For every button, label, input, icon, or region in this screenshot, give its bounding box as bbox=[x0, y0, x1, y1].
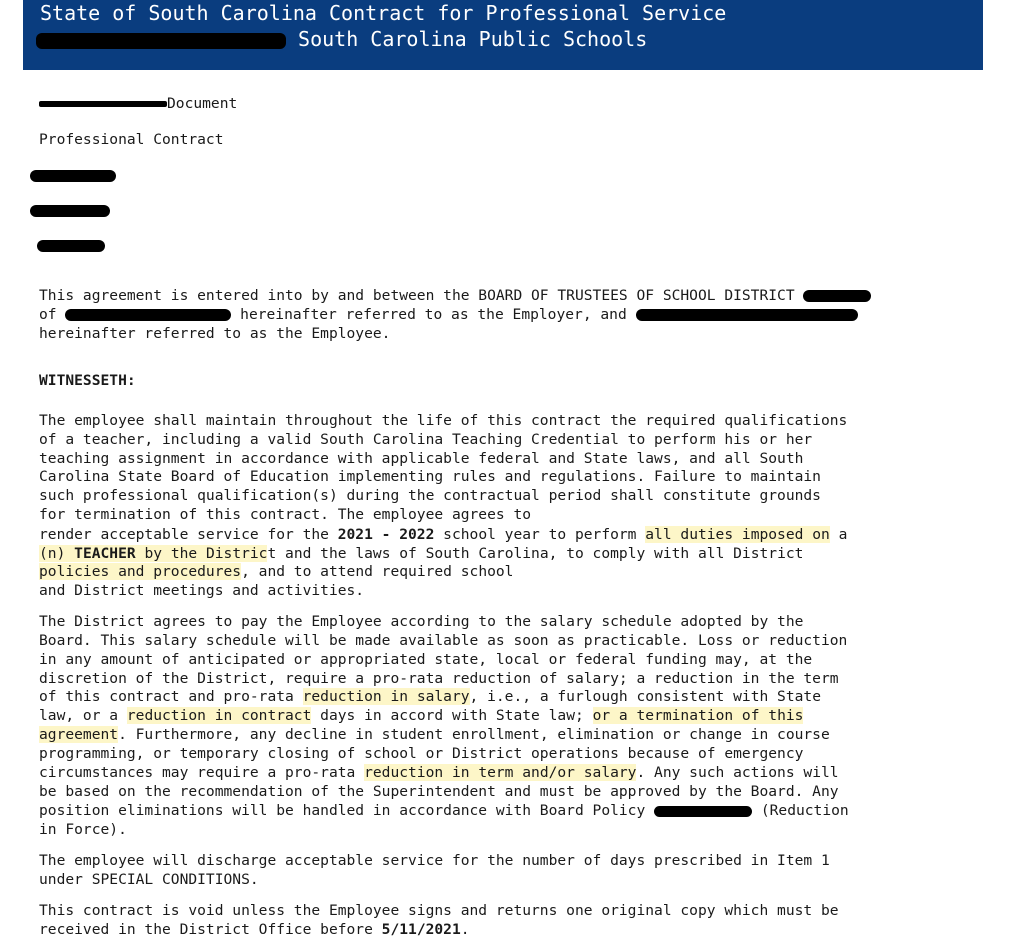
para2-line-6: law, or a reduction in contract days in accord with State law; or a termination of this bbox=[39, 707, 804, 724]
para1-line-5: such professional qualification(s) during the contractual period shall constitute grounds bbox=[39, 487, 821, 504]
para2-line-3: in any amount of anticipated or appropriated state, local or federal funding may, at the bbox=[39, 651, 813, 668]
witnesseth-heading: WITNESSETH: bbox=[39, 372, 136, 389]
para1-line-4: Carolina State Board of Education implementing rules and regulations. Failure to maintain bbox=[39, 468, 821, 485]
para2-line-7: agreement. Furthermore, any decline in student enrollment, elimination or change in course bbox=[39, 726, 830, 743]
redaction bbox=[39, 101, 167, 107]
para4-line-1: This contract is void unless the Employee signs and returns one original copy which must be bbox=[39, 902, 839, 919]
contract-type: Professional Contract bbox=[39, 131, 224, 148]
para2-line-9: circumstances may require a pro-rata reduction in term and/or salary. Any such actions will bbox=[39, 764, 839, 781]
para1-line-7: render acceptable service for the 2021 - 2022 school year to perform all duties imposed on a bbox=[39, 526, 848, 543]
intro-line-3: hereinafter referred to as the Employee. bbox=[39, 325, 391, 342]
para3-line-1: The employee will discharge acceptable service for the number of days prescribed in Item 1 bbox=[39, 852, 830, 869]
document-label: Document bbox=[39, 95, 237, 114]
position-title: TEACHER bbox=[74, 545, 136, 562]
redaction bbox=[65, 309, 231, 321]
intro-line-1: This agreement is entered into by and between the BOARD OF TRUSTEES OF SCHOOL DISTRICT bbox=[39, 287, 871, 306]
redaction bbox=[37, 240, 105, 252]
banner-title: State of South Carolina Contract for Professional Service bbox=[40, 1, 727, 25]
redaction bbox=[803, 290, 871, 302]
para1-line-6: for termination of this contract. The employee agrees to bbox=[39, 506, 532, 523]
school-year: 2021 - 2022 bbox=[337, 526, 435, 543]
para1-line-9: policies and procedures, and to attend required school bbox=[39, 563, 514, 580]
para1-line-1: The employee shall maintain throughout the life of this contract the required qualifications bbox=[39, 412, 848, 429]
para3-line-2: under SPECIAL CONDITIONS. bbox=[39, 871, 259, 888]
para4-line-2: received in the District Office before 5/11/2021. bbox=[39, 921, 470, 938]
para1-line-2: of a teacher, including a valid South Carolina Teaching Credential to perform his or her bbox=[39, 431, 813, 448]
banner-subtitle: South Carolina Public Schools bbox=[40, 26, 647, 52]
para2-line-8: programming, or temporary closing of school or District operations because of emergency bbox=[39, 745, 804, 762]
para2-line-5: of this contract and pro-rata reduction in salary, i.e., a furlough consistent with State bbox=[39, 688, 821, 705]
deadline-date: 5/11/2021 bbox=[381, 921, 461, 938]
redaction bbox=[636, 309, 858, 321]
para2-line-1: The District agrees to pay the Employee according to the salary schedule adopted by the bbox=[39, 613, 804, 630]
header-banner bbox=[23, 0, 983, 70]
para2-line-4: discretion of the District, require a pro-rata reduction of salary; a reduction in the term bbox=[39, 670, 839, 687]
para2-line-11: position eliminations will be handled in accordance with Board Policy (Reduction bbox=[39, 802, 849, 819]
redaction bbox=[30, 205, 110, 217]
para2-line-10: be based on the recommendation of the Superintendent and must be approved by the Board. Any bbox=[39, 783, 839, 800]
redaction bbox=[30, 170, 116, 182]
para2-line-12: in Force). bbox=[39, 821, 127, 838]
para1-line-10: and District meetings and activities. bbox=[39, 582, 365, 599]
para1-line-3: teaching assignment in accordance with applicable federal and State laws, and all South bbox=[39, 450, 804, 467]
redaction bbox=[654, 806, 752, 817]
intro-line-2: of hereinafter referred to as the Employer, and bbox=[39, 306, 858, 325]
redaction bbox=[36, 33, 286, 49]
para2-line-2: Board. This salary schedule will be made available as soon as practicable. Loss or reduction bbox=[39, 632, 848, 649]
para1-line-8: (n) TEACHER by the District and the laws of South Carolina, to comply with all District bbox=[39, 545, 804, 562]
